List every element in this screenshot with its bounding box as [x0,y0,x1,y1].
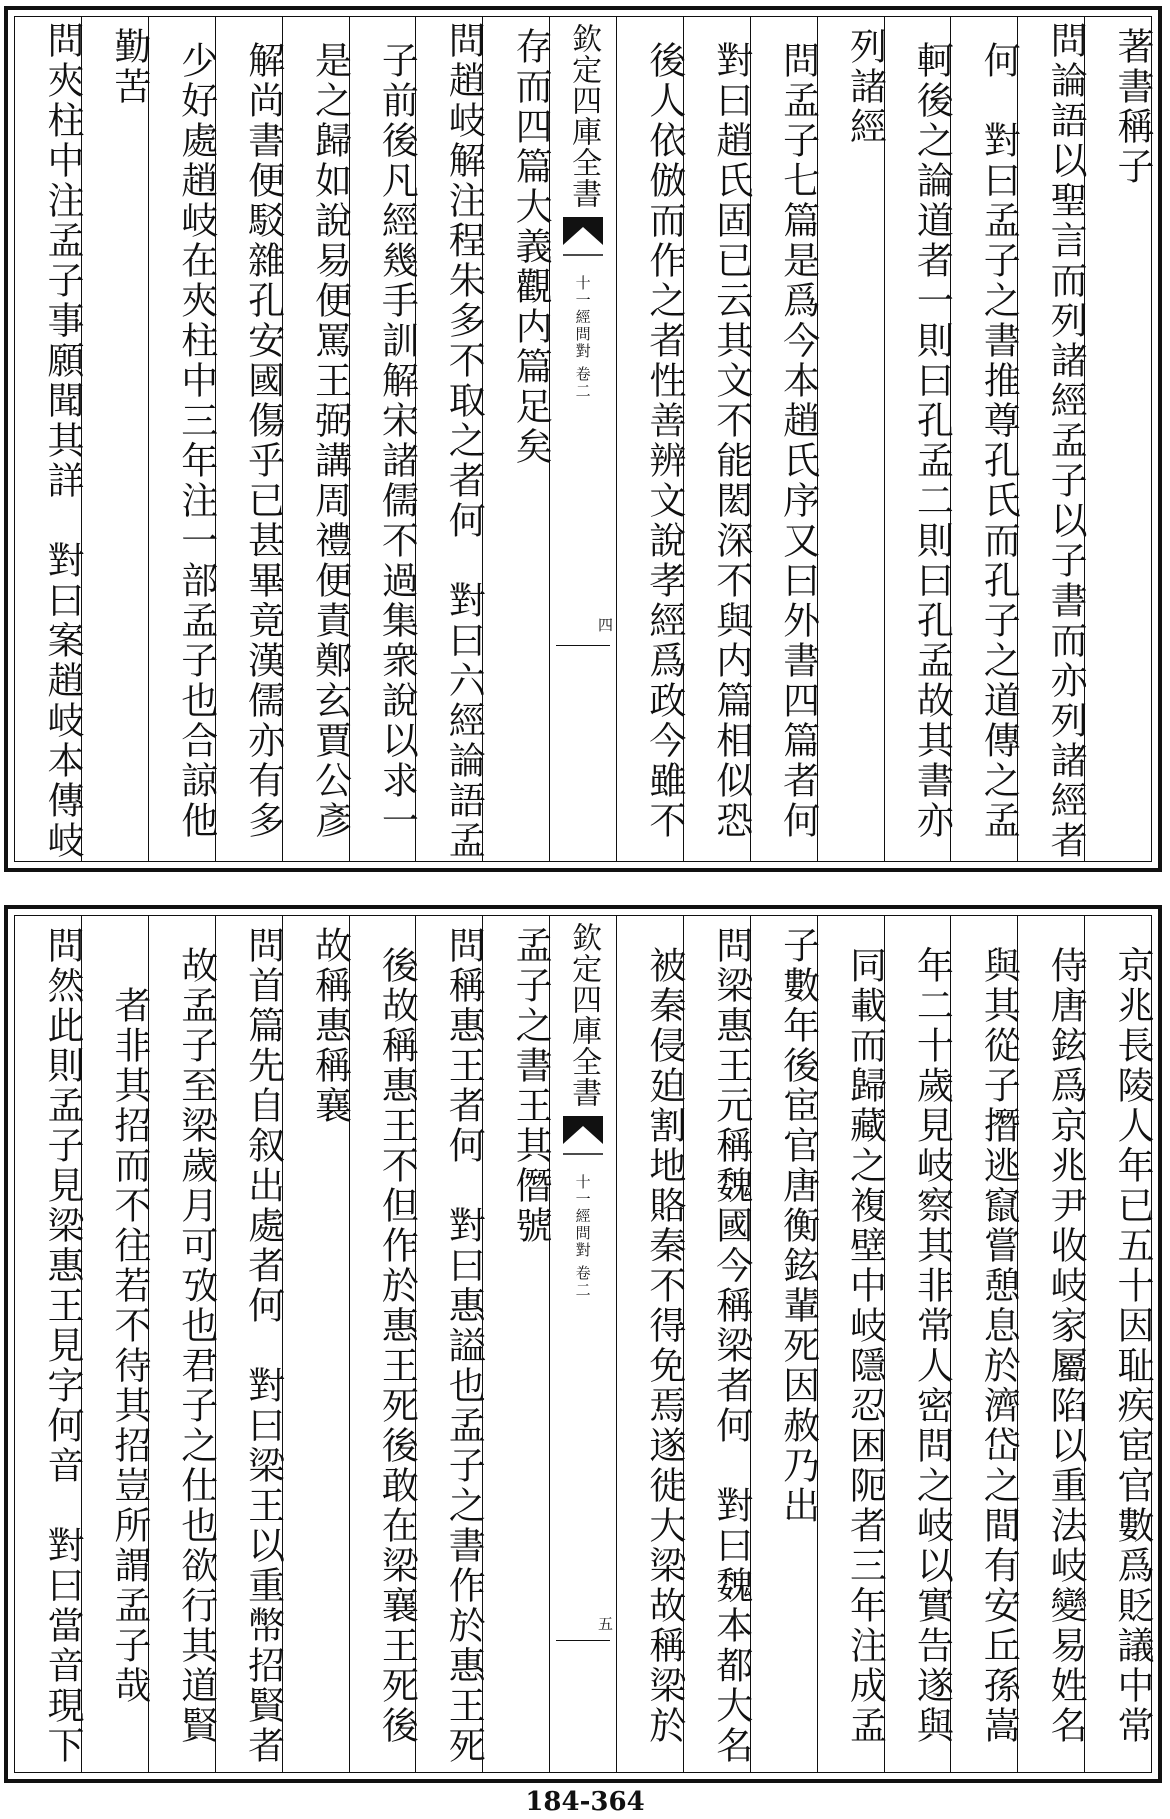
column-text: 問孟子七篇是爲今本趙氏序又曰外書四篇者何 [776,41,820,841]
center-margin [549,916,616,1772]
collection-title: 欽定四庫全書 [566,23,602,209]
column-text: 被秦侵廹割地賂秦不得免焉遂徙大梁故稱梁於 [642,946,686,1746]
text-column [81,17,151,861]
text-column [950,17,1021,861]
text-column [1084,17,1154,861]
column-text: 京兆長陵人年已五十因耻疾宦官數爲貶議中常 [1111,946,1154,1746]
text-column [282,916,352,1772]
text-column [1017,916,1088,1772]
column-text: 與其從子撍逃竄嘗憩息於濟岱之間有安丘孫嵩 [977,946,1021,1746]
column-text: 問首篇先自叙出處者何 對曰梁王以重幣招賢者 [241,926,285,1766]
text-column [349,916,419,1772]
volume-label: 卷二 [573,1265,592,1299]
text-column [817,17,887,861]
column-text: 子數年後宦官唐衡鉉輩死因赦乃出 [776,926,820,1526]
text-column [482,916,553,1772]
bottom-page [4,905,1162,1783]
divider [556,645,610,646]
text-column [950,916,1021,1772]
column-text: 問趙岐解注程朱多不取之者何 對曰六經論語孟 [442,21,486,861]
text-column [750,17,820,861]
text-column [148,17,218,861]
column-text: 問夾柱中注孟子事願聞其詳 對曰案趙岐本傳岐 [41,21,84,861]
column-text: 子前後凡經幾手訓解宋諸儒不過集衆說以求一 [375,41,419,841]
column-text: 者非其招而不往若不待其招豈所謂孟子哉 [107,986,151,1706]
column-text: 問論語以聖言而列諸經孟子以子書而亦列諸經者 [1044,21,1088,861]
top-page [4,6,1162,872]
column-text: 問梁惠王元稱魏國今稱梁者何 對曰魏本都大名 [709,926,753,1766]
text-column [148,916,218,1772]
text-column [415,916,486,1772]
text-column [482,17,553,861]
text-column [349,17,419,861]
volume-label: 卷二 [573,366,592,400]
leaf-number: 五 [596,1616,614,1631]
text-column [15,17,84,861]
text-column [884,17,954,861]
column-text: 同載而歸藏之複壁中岐隱忍困阨者三年注成孟 [843,946,887,1746]
collection-title: 欽定四庫全書 [566,922,602,1108]
text-column [683,17,753,861]
text-column [15,916,84,1772]
text-column [1017,17,1088,861]
book-title: 十一經問對 [573,1174,592,1259]
column-text: 後故稱惠王不但作於惠王死後敢在梁襄王死後 [375,946,419,1746]
center-margin [549,17,616,861]
page-code: 184-364 [525,1787,645,1817]
text-column [750,916,820,1772]
text-column [1084,916,1154,1772]
text-column [616,916,686,1772]
column-text: 後人依倣而作之者性善辨文說孝經爲政今雖不 [642,41,686,841]
text-column [215,17,285,861]
column-text: 孟子之書王其僭號 [509,926,553,1246]
column-text: 問稱惠王者何 對曰惠謚也孟子之書作於惠王死 [442,926,486,1766]
column-text: 著書稱子 [1111,27,1154,187]
column-text: 解尚書便駁雜孔安國傷乎已甚畢竟漢儒亦有多 [241,41,285,841]
column-text: 是之歸如說易便罵王弼講周禮便責鄭玄賈公彥 [308,41,352,841]
text-column [683,916,753,1772]
column-text: 侍唐鉉爲京兆尹收岐家屬陷以重法岐變易姓名 [1044,946,1088,1746]
divider [556,1640,610,1641]
column-text: 列諸經 [843,27,887,147]
column-text: 年二十歲見岐察其非常人密問之岐以實告遂與 [910,946,954,1746]
leaf-number: 四 [596,617,614,632]
text-column [817,916,887,1772]
text-column [282,17,352,861]
fishtail-mark-icon [561,215,605,261]
column-text: 軻後之論道者一則曰孔孟二則曰孔孟故其書亦 [910,41,954,841]
text-column [415,17,486,861]
column-text: 勤苦 [107,27,151,107]
book-title: 十一經問對 [573,275,592,360]
column-text: 少好處趙岐在夾柱中三年注一部孟子也合諒他 [174,41,218,841]
column-text: 故稱惠稱襄 [308,926,352,1126]
text-column [215,916,285,1772]
column-text: 故孟子至梁歲月可攷也君子之仕也欲行其道賢 [174,946,218,1746]
column-text: 對曰趙氏固已云其文不能閎深不與内篇相似恐 [709,41,753,841]
column-text: 存而四篇大義觀内篇足矣 [509,27,553,467]
fishtail-mark-icon [561,1114,605,1160]
text-column [81,916,151,1772]
column-text: 問然此則孟子見梁惠王見字何音 對曰當音現下 [41,926,84,1766]
text-column [616,17,686,861]
column-text: 何 對曰孟子之書推尊孔氏而孔子之道傳之孟 [977,41,1021,841]
text-column [884,916,954,1772]
